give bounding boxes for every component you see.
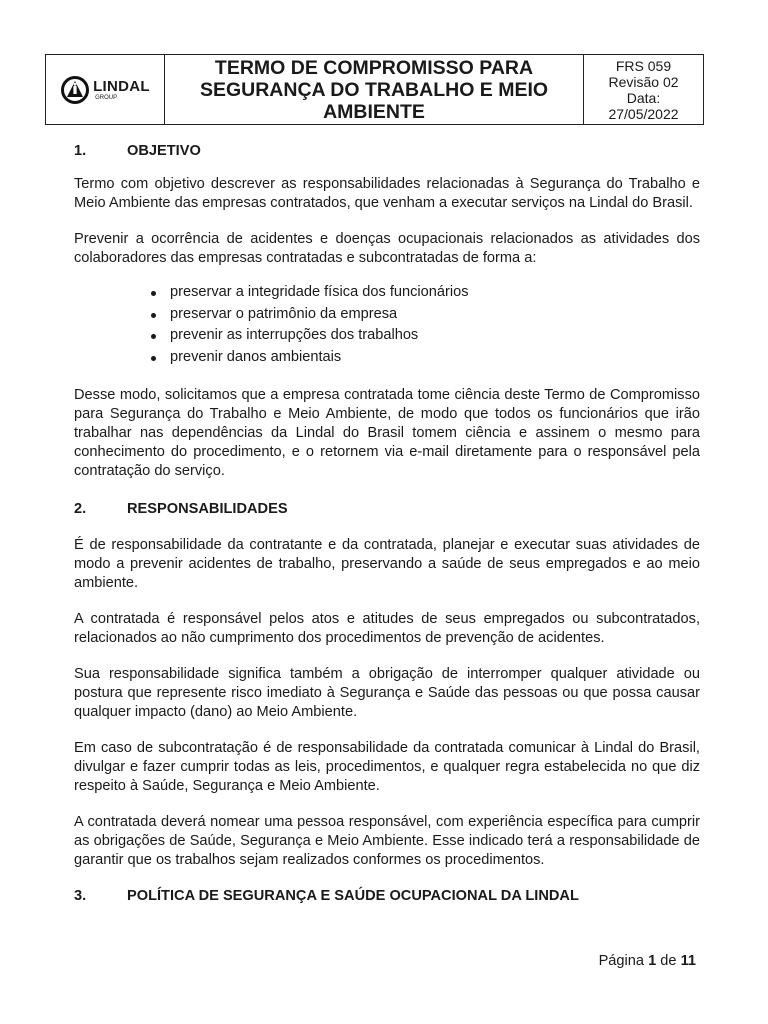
logo-cell <box>46 55 165 124</box>
section-title: OBJETIVO <box>127 143 201 159</box>
list-item: prevenir as interrupções dos trabalhos <box>148 325 700 347</box>
document-title <box>165 55 584 124</box>
lindal-logo <box>60 75 150 105</box>
paragraph: A contratada é responsável pelos atos e atitudes de seus empregados ou subcontratados, relacionados ao não cumprimento dos procedimentos de prevenção de acidentes. <box>74 611 700 646</box>
logo-group: GROUP <box>95 94 118 101</box>
paragraph: Sua responsabilidade significa também a obrigação de interromper qualquer atividade ou postura que represente risco imediato à Segurança e Saúde das pessoas ou que possa causar qualquer impacto (dano) ao Meio Ambiente. <box>74 666 700 720</box>
paragraph: Termo com objetivo descrever as responsabilidades relacionadas à Segurança do Trabalho e Meio Ambiente das empresas contratados, que venham a executar serviços na Lindal do Brasil. <box>74 176 700 211</box>
paragraph: Em caso de subcontratação é de responsabilidade da contratada comunicar à Lindal do Brasil, divulgar e fazer cumprir todas as leis, procedimentos, e qualquer regra estabelecida no que diz respeito à Saúde, Segurança e Meio Ambiente. <box>74 740 700 794</box>
paragraph: Desse modo, solicitamos que a empresa contratada tome ciência deste Termo de Compromisso para Segurança do Trabalho e Meio Ambiente, de modo que todos os funcionários que irão trabalhar nas dependências da Lindal do Brasil tomem ciência e assinem o mesmo para conhecimento do procedimento, e o retornem via e-mail diretamente para o responsável pela contratação do serviço. <box>74 387 700 479</box>
lindal-logo-icon <box>60 75 90 105</box>
title-line: AMBIENTE <box>323 100 425 123</box>
section-number: 3. <box>74 888 87 904</box>
date-label: Data: <box>626 89 661 106</box>
section-number: 1. <box>74 143 87 159</box>
page-total: 11 <box>680 953 696 969</box>
document-header <box>45 54 704 125</box>
bullet-list <box>148 282 700 368</box>
document-code-cell <box>584 55 703 124</box>
page-separator: de <box>660 953 677 969</box>
paragraph: É de responsabilidade da contratante e da contratada, planejar e executar suas atividades de modo a prevenir acidentes de trabalho, preservando a saúde de seus empregados e ao meio ambiente. <box>74 537 700 591</box>
section-heading <box>74 142 700 161</box>
title-line: TERMO DE COMPROMISSO PARA <box>214 56 534 79</box>
section-title: POLÍTICA DE SEGURANÇA E SAÚDE OCUPACIONAL DA LINDAL <box>127 888 579 904</box>
document-body <box>74 140 700 906</box>
document-code: FRS 059 <box>615 57 672 74</box>
page-label: Página <box>598 953 645 969</box>
section-title: RESPONSABILIDADES <box>127 501 288 517</box>
section-heading <box>74 887 700 906</box>
section-heading <box>74 500 700 519</box>
title-line: SEGURANÇA DO TRABALHO E MEIO <box>199 78 549 101</box>
page-number <box>599 953 696 969</box>
section-number: 2. <box>74 501 87 517</box>
document-date: 27/05/2022 <box>608 105 679 122</box>
page-current: 1 <box>648 953 657 969</box>
list-item: preservar a integridade física dos funcionários <box>148 282 700 304</box>
list-item: prevenir danos ambientais <box>148 347 700 369</box>
list-item: preservar o patrimônio da empresa <box>148 304 700 326</box>
paragraph: A contratada deverá nomear uma pessoa responsável, com experiência específica para cumprir as obrigações de Saúde, Segurança e Meio Ambiente. Esse indicado terá a responsabilidade de garantir que os trabalhos sejam realizados conformes os procedimentos. <box>74 814 700 868</box>
document-revision: Revisão 02 <box>608 73 679 90</box>
logo-name: LINDAL <box>93 77 150 95</box>
paragraph: Prevenir a ocorrência de acidentes e doenças ocupacionais relacionados as atividades dos colaboradores das empresas contratadas e subcontratadas de forma a: <box>74 231 700 266</box>
